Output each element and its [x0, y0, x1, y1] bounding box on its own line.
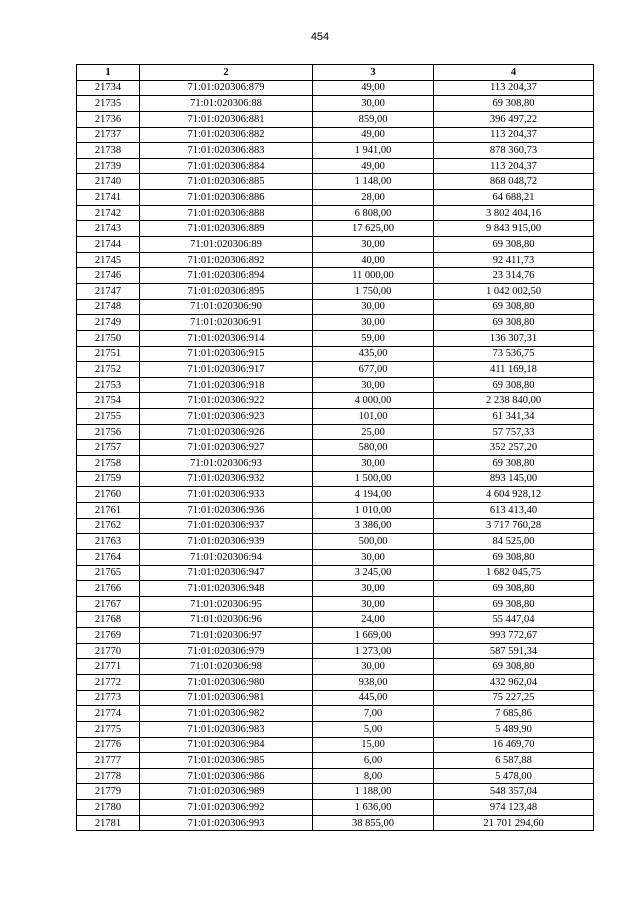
row-number-cell: 21734	[77, 80, 140, 96]
row-number-cell: 21741	[77, 190, 140, 206]
table-row	[77, 737, 594, 753]
row-number-cell: 21778	[77, 768, 140, 784]
table-row	[77, 252, 594, 268]
cadastral-number-cell: 71:01:020306:979	[140, 643, 313, 659]
value-cell: 1 682 045,75	[434, 565, 594, 581]
value-cell: 974 123,48	[434, 800, 594, 816]
row-number-cell: 21739	[77, 158, 140, 174]
area-cell: 28,00	[313, 190, 434, 206]
row-number-cell: 21743	[77, 221, 140, 237]
value-cell: 69 308,80	[434, 377, 594, 393]
value-cell: 396 497,22	[434, 111, 594, 127]
cadastral-number-cell: 71:01:020306:985	[140, 753, 313, 769]
cadastral-number-cell: 71:01:020306:885	[140, 174, 313, 190]
row-number-cell: 21767	[77, 596, 140, 612]
area-cell: 7,00	[313, 706, 434, 722]
area-cell: 1 273,00	[313, 643, 434, 659]
area-cell: 8,00	[313, 768, 434, 784]
area-cell: 1 636,00	[313, 800, 434, 816]
cadastral-number-cell: 71:01:020306:992	[140, 800, 313, 816]
area-cell: 4 194,00	[313, 487, 434, 503]
cadastral-number-cell: 71:01:020306:886	[140, 190, 313, 206]
row-number-cell: 21749	[77, 315, 140, 331]
cadastral-number-cell: 71:01:020306:939	[140, 534, 313, 550]
table-row	[77, 456, 594, 472]
value-cell: 23 314,76	[434, 268, 594, 284]
table-body	[77, 80, 594, 831]
value-cell: 69 308,80	[434, 581, 594, 597]
row-number-cell: 21756	[77, 424, 140, 440]
cadastral-number-cell: 71:01:020306:94	[140, 549, 313, 565]
cadastral-number-cell: 71:01:020306:980	[140, 674, 313, 690]
row-number-cell: 21777	[77, 753, 140, 769]
table-row	[77, 143, 594, 159]
table-row	[77, 815, 594, 831]
area-cell: 49,00	[313, 158, 434, 174]
row-number-cell: 21746	[77, 268, 140, 284]
row-number-cell: 21779	[77, 784, 140, 800]
row-number-cell: 21737	[77, 127, 140, 143]
cadastral-number-cell: 71:01:020306:947	[140, 565, 313, 581]
column-header-1: 1	[77, 65, 140, 81]
table-row	[77, 690, 594, 706]
value-cell: 69 308,80	[434, 596, 594, 612]
value-cell: 7 685,86	[434, 706, 594, 722]
area-cell: 49,00	[313, 127, 434, 143]
cadastral-number-cell: 71:01:020306:883	[140, 143, 313, 159]
area-cell: 15,00	[313, 737, 434, 753]
area-cell: 101,00	[313, 409, 434, 425]
table-row	[77, 674, 594, 690]
area-cell: 859,00	[313, 111, 434, 127]
row-number-cell: 21750	[77, 330, 140, 346]
area-cell: 59,00	[313, 330, 434, 346]
table-row	[77, 409, 594, 425]
cadastral-number-cell: 71:01:020306:89	[140, 237, 313, 253]
row-number-cell: 21773	[77, 690, 140, 706]
cadastral-number-cell: 71:01:020306:993	[140, 815, 313, 831]
cadastral-number-cell: 71:01:020306:915	[140, 346, 313, 362]
table-row	[77, 721, 594, 737]
area-cell: 3 386,00	[313, 518, 434, 534]
cadastral-number-cell: 71:01:020306:986	[140, 768, 313, 784]
table-row	[77, 565, 594, 581]
row-number-cell: 21747	[77, 283, 140, 299]
value-cell: 548 357,04	[434, 784, 594, 800]
cadastral-number-cell: 71:01:020306:884	[140, 158, 313, 174]
cadastral-number-cell: 71:01:020306:989	[140, 784, 313, 800]
area-cell: 30,00	[313, 659, 434, 675]
row-number-cell: 21759	[77, 471, 140, 487]
area-cell: 500,00	[313, 534, 434, 550]
table-row	[77, 753, 594, 769]
area-cell: 677,00	[313, 362, 434, 378]
cadastral-number-cell: 71:01:020306:927	[140, 440, 313, 456]
value-cell: 69 308,80	[434, 96, 594, 112]
table-row	[77, 596, 594, 612]
value-cell: 69 308,80	[434, 549, 594, 565]
row-number-cell: 21742	[77, 205, 140, 221]
area-cell: 445,00	[313, 690, 434, 706]
cadastral-number-cell: 71:01:020306:982	[140, 706, 313, 722]
row-number-cell: 21764	[77, 549, 140, 565]
area-cell: 17 625,00	[313, 221, 434, 237]
cadastral-number-cell: 71:01:020306:90	[140, 299, 313, 315]
value-cell: 893 145,00	[434, 471, 594, 487]
table-row	[77, 299, 594, 315]
value-cell: 55 447,04	[434, 612, 594, 628]
area-cell: 1 188,00	[313, 784, 434, 800]
area-cell: 30,00	[313, 456, 434, 472]
table-row	[77, 80, 594, 96]
area-cell: 5,00	[313, 721, 434, 737]
area-cell: 30,00	[313, 299, 434, 315]
cadastral-number-cell: 71:01:020306:917	[140, 362, 313, 378]
table-row	[77, 628, 594, 644]
value-cell: 411 169,18	[434, 362, 594, 378]
row-number-cell: 21774	[77, 706, 140, 722]
area-cell: 6 808,00	[313, 205, 434, 221]
value-cell: 21 701 294,60	[434, 815, 594, 831]
value-cell: 4 604 928,12	[434, 487, 594, 503]
row-number-cell: 21753	[77, 377, 140, 393]
row-number-cell: 21763	[77, 534, 140, 550]
row-number-cell: 21744	[77, 237, 140, 253]
table-row	[77, 502, 594, 518]
row-number-cell: 21776	[77, 737, 140, 753]
value-cell: 69 308,80	[434, 456, 594, 472]
table-row	[77, 237, 594, 253]
cadastral-number-cell: 71:01:020306:932	[140, 471, 313, 487]
row-number-cell: 21761	[77, 502, 140, 518]
area-cell: 30,00	[313, 596, 434, 612]
table-row	[77, 315, 594, 331]
column-header-4: 4	[434, 65, 594, 81]
table-row	[77, 205, 594, 221]
row-number-cell: 21752	[77, 362, 140, 378]
value-cell: 92 411,73	[434, 252, 594, 268]
value-cell: 432 962,04	[434, 674, 594, 690]
cadastral-number-cell: 71:01:020306:888	[140, 205, 313, 221]
value-cell: 69 308,80	[434, 237, 594, 253]
table-row	[77, 643, 594, 659]
table-row	[77, 96, 594, 112]
cadastral-number-cell: 71:01:020306:983	[140, 721, 313, 737]
value-cell: 69 308,80	[434, 315, 594, 331]
value-cell: 352 257,20	[434, 440, 594, 456]
area-cell: 1 010,00	[313, 502, 434, 518]
table-row	[77, 393, 594, 409]
row-number-cell: 21751	[77, 346, 140, 362]
cadastral-number-cell: 71:01:020306:894	[140, 268, 313, 284]
row-number-cell: 21775	[77, 721, 140, 737]
cadastral-number-cell: 71:01:020306:937	[140, 518, 313, 534]
page-number: 454	[310, 31, 330, 43]
row-number-cell: 21754	[77, 393, 140, 409]
area-cell: 938,00	[313, 674, 434, 690]
value-cell: 75 227,25	[434, 690, 594, 706]
row-number-cell: 21745	[77, 252, 140, 268]
area-cell: 30,00	[313, 315, 434, 331]
table-row	[77, 283, 594, 299]
table-row	[77, 158, 594, 174]
row-number-cell: 21762	[77, 518, 140, 534]
area-cell: 1 500,00	[313, 471, 434, 487]
value-cell: 1 042 002,50	[434, 283, 594, 299]
table-row	[77, 581, 594, 597]
cadastral-number-cell: 71:01:020306:914	[140, 330, 313, 346]
area-cell: 580,00	[313, 440, 434, 456]
cadastral-number-cell: 71:01:020306:93	[140, 456, 313, 472]
value-cell: 136 307,31	[434, 330, 594, 346]
table-row	[77, 190, 594, 206]
area-cell: 30,00	[313, 96, 434, 112]
cadastral-number-cell: 71:01:020306:97	[140, 628, 313, 644]
row-number-cell: 21770	[77, 643, 140, 659]
area-cell: 30,00	[313, 237, 434, 253]
area-cell: 24,00	[313, 612, 434, 628]
value-cell: 16 469,70	[434, 737, 594, 753]
value-cell: 57 757,33	[434, 424, 594, 440]
table-row	[77, 800, 594, 816]
area-cell: 6,00	[313, 753, 434, 769]
value-cell: 2 238 840,00	[434, 393, 594, 409]
value-cell: 3 802 404,16	[434, 205, 594, 221]
cadastral-number-cell: 71:01:020306:881	[140, 111, 313, 127]
cadastral-number-cell: 71:01:020306:981	[140, 690, 313, 706]
value-cell: 69 308,80	[434, 659, 594, 675]
table-row	[77, 424, 594, 440]
table-header-row	[77, 65, 594, 81]
area-cell: 11 000,00	[313, 268, 434, 284]
table-row	[77, 268, 594, 284]
column-header-3: 3	[313, 65, 434, 81]
area-cell: 40,00	[313, 252, 434, 268]
value-cell: 868 048,72	[434, 174, 594, 190]
row-number-cell: 21740	[77, 174, 140, 190]
value-cell: 993 772,67	[434, 628, 594, 644]
value-cell: 69 308,80	[434, 299, 594, 315]
area-cell: 1 669,00	[313, 628, 434, 644]
cadastral-number-cell: 71:01:020306:882	[140, 127, 313, 143]
area-cell: 38 855,00	[313, 815, 434, 831]
area-cell: 1 750,00	[313, 283, 434, 299]
area-cell: 30,00	[313, 377, 434, 393]
value-cell: 878 360,73	[434, 143, 594, 159]
value-cell: 6 587,88	[434, 753, 594, 769]
row-number-cell: 21758	[77, 456, 140, 472]
table-row	[77, 768, 594, 784]
cadastral-number-cell: 71:01:020306:984	[140, 737, 313, 753]
cadastral-number-cell: 71:01:020306:923	[140, 409, 313, 425]
row-number-cell: 21781	[77, 815, 140, 831]
row-number-cell: 21769	[77, 628, 140, 644]
cadastral-number-cell: 71:01:020306:889	[140, 221, 313, 237]
value-cell: 5 478,00	[434, 768, 594, 784]
value-cell: 113 204,37	[434, 158, 594, 174]
area-cell: 25,00	[313, 424, 434, 440]
table-row	[77, 549, 594, 565]
value-cell: 587 591,34	[434, 643, 594, 659]
row-number-cell: 21735	[77, 96, 140, 112]
table-row	[77, 127, 594, 143]
cadastral-number-cell: 71:01:020306:922	[140, 393, 313, 409]
table-row	[77, 471, 594, 487]
table-row	[77, 377, 594, 393]
row-number-cell: 21736	[77, 111, 140, 127]
value-cell: 64 688,21	[434, 190, 594, 206]
value-cell: 3 717 760,28	[434, 518, 594, 534]
table-row	[77, 487, 594, 503]
row-number-cell: 21772	[77, 674, 140, 690]
table-row	[77, 534, 594, 550]
table-row	[77, 518, 594, 534]
cadastral-number-cell: 71:01:020306:96	[140, 612, 313, 628]
row-number-cell: 21748	[77, 299, 140, 315]
row-number-cell: 21765	[77, 565, 140, 581]
row-number-cell: 21780	[77, 800, 140, 816]
area-cell: 1 148,00	[313, 174, 434, 190]
row-number-cell: 21755	[77, 409, 140, 425]
cadastral-number-cell: 71:01:020306:895	[140, 283, 313, 299]
value-cell: 113 204,37	[434, 80, 594, 96]
row-number-cell: 21760	[77, 487, 140, 503]
value-cell: 61 341,34	[434, 409, 594, 425]
area-cell: 4 000,00	[313, 393, 434, 409]
area-cell: 3 245,00	[313, 565, 434, 581]
cadastral-number-cell: 71:01:020306:948	[140, 581, 313, 597]
row-number-cell: 21738	[77, 143, 140, 159]
cadastral-number-cell: 71:01:020306:918	[140, 377, 313, 393]
column-header-2: 2	[140, 65, 313, 81]
table-row	[77, 221, 594, 237]
row-number-cell: 21757	[77, 440, 140, 456]
cadastral-number-cell: 71:01:020306:892	[140, 252, 313, 268]
table-row	[77, 784, 594, 800]
cadastral-number-cell: 71:01:020306:936	[140, 502, 313, 518]
row-number-cell: 21768	[77, 612, 140, 628]
cadastral-number-cell: 71:01:020306:879	[140, 80, 313, 96]
table-row	[77, 346, 594, 362]
table-row	[77, 362, 594, 378]
cadastral-number-cell: 71:01:020306:88	[140, 96, 313, 112]
table-row	[77, 706, 594, 722]
cadastral-number-cell: 71:01:020306:98	[140, 659, 313, 675]
value-cell: 113 204,37	[434, 127, 594, 143]
value-cell: 73 536,75	[434, 346, 594, 362]
cadastral-number-cell: 71:01:020306:933	[140, 487, 313, 503]
data-table	[76, 64, 594, 831]
table-row	[77, 659, 594, 675]
table-row	[77, 330, 594, 346]
table-row	[77, 174, 594, 190]
value-cell: 84 525,00	[434, 534, 594, 550]
table-row	[77, 440, 594, 456]
area-cell: 435,00	[313, 346, 434, 362]
cadastral-number-cell: 71:01:020306:926	[140, 424, 313, 440]
cadastral-number-cell: 71:01:020306:95	[140, 596, 313, 612]
value-cell: 613 413,40	[434, 502, 594, 518]
row-number-cell: 21771	[77, 659, 140, 675]
table-row	[77, 111, 594, 127]
cadastral-number-cell: 71:01:020306:91	[140, 315, 313, 331]
area-cell: 1 941,00	[313, 143, 434, 159]
area-cell: 30,00	[313, 581, 434, 597]
area-cell: 49,00	[313, 80, 434, 96]
value-cell: 9 843 915,00	[434, 221, 594, 237]
table-header	[77, 65, 594, 81]
table-row	[77, 612, 594, 628]
area-cell: 30,00	[313, 549, 434, 565]
value-cell: 5 489,90	[434, 721, 594, 737]
row-number-cell: 21766	[77, 581, 140, 597]
